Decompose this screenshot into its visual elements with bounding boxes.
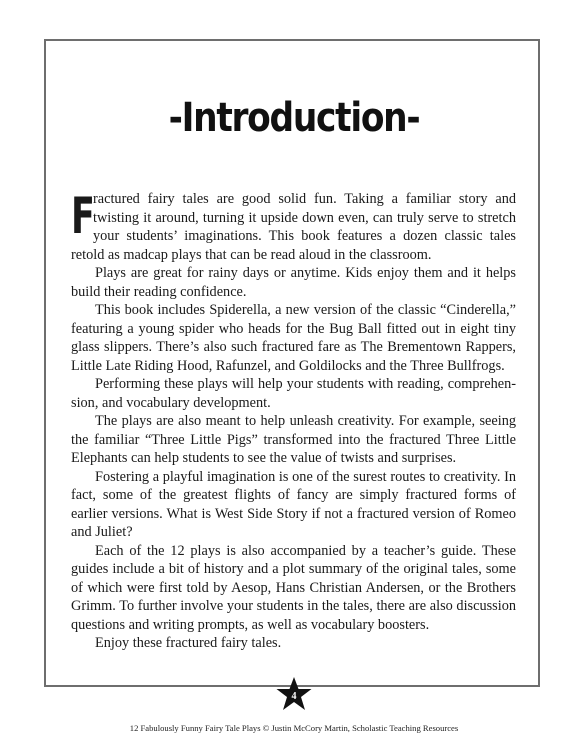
page-number: 4: [291, 691, 297, 702]
paragraph: Fostering a playful imagination is one of the surest routes to creativity. In fact, some of the greatest flights of fancy are simply fractured forms of earlier versions. What is West Side Story if not a fractured version of Romeo and Juliet?: [71, 468, 516, 540]
paragraph: F ractured fairy tales are good solid fun. Taking a familiar story and twisting it around, turning it upside down even, can truly serve to stretch your students’ imaginations. This book features a dozen classic tales retold as madcap plays that can be read aloud in the classroom.: [71, 187, 516, 263]
paragraph: Plays are great for rainy days or anytime. Kids enjoy them and it helps build their reading confidence.: [71, 265, 516, 300]
footer-credit: 12 Fabulously Funny Fairy Tale Plays © Justin McCory Martin, Scholastic Teaching Resources: [129, 723, 459, 733]
drop-cap: F: [71, 187, 95, 245]
page-title: -Introduction-: [168, 95, 420, 141]
paragraph: The plays are also meant to help unleash creativity. For example, seeing the familiar “Three Little Pigs” transformed into the fractured Three Little Elephants can help students to see the value of twists and surprises.: [71, 413, 516, 466]
paragraph: Enjoy these fractured fairy tales.: [95, 635, 282, 651]
paragraph: Each of the 12 plays is also accompanied by a teacher’s guide. These guides include a bit of history and a plot summary of the original tales, some of which were first told by Aesop, Hans Christian Andersen, or the Brothers Grimm. To further involve your students in the tales, there are also discussion questions and writing prompts, as well as vocabulary boosters.: [71, 542, 516, 633]
page-number-star-icon: [275, 676, 313, 712]
paragraph: This book includes Spiderella, a new version of the classic “Cinderella,” featuring a young spider who heads for the Bug Ball fitted out in eight tiny glass slippers. There’s also such fractured fare as The Brementown Rappers, Little Late Riding Hood, Rafunzel, and Goldilocks and the Three Bullfrogs.: [71, 302, 516, 374]
paragraph: Performing these plays will help your students with reading, comprehen-sion, and vocabulary development.: [71, 376, 516, 411]
body-text: [71, 187, 516, 653]
